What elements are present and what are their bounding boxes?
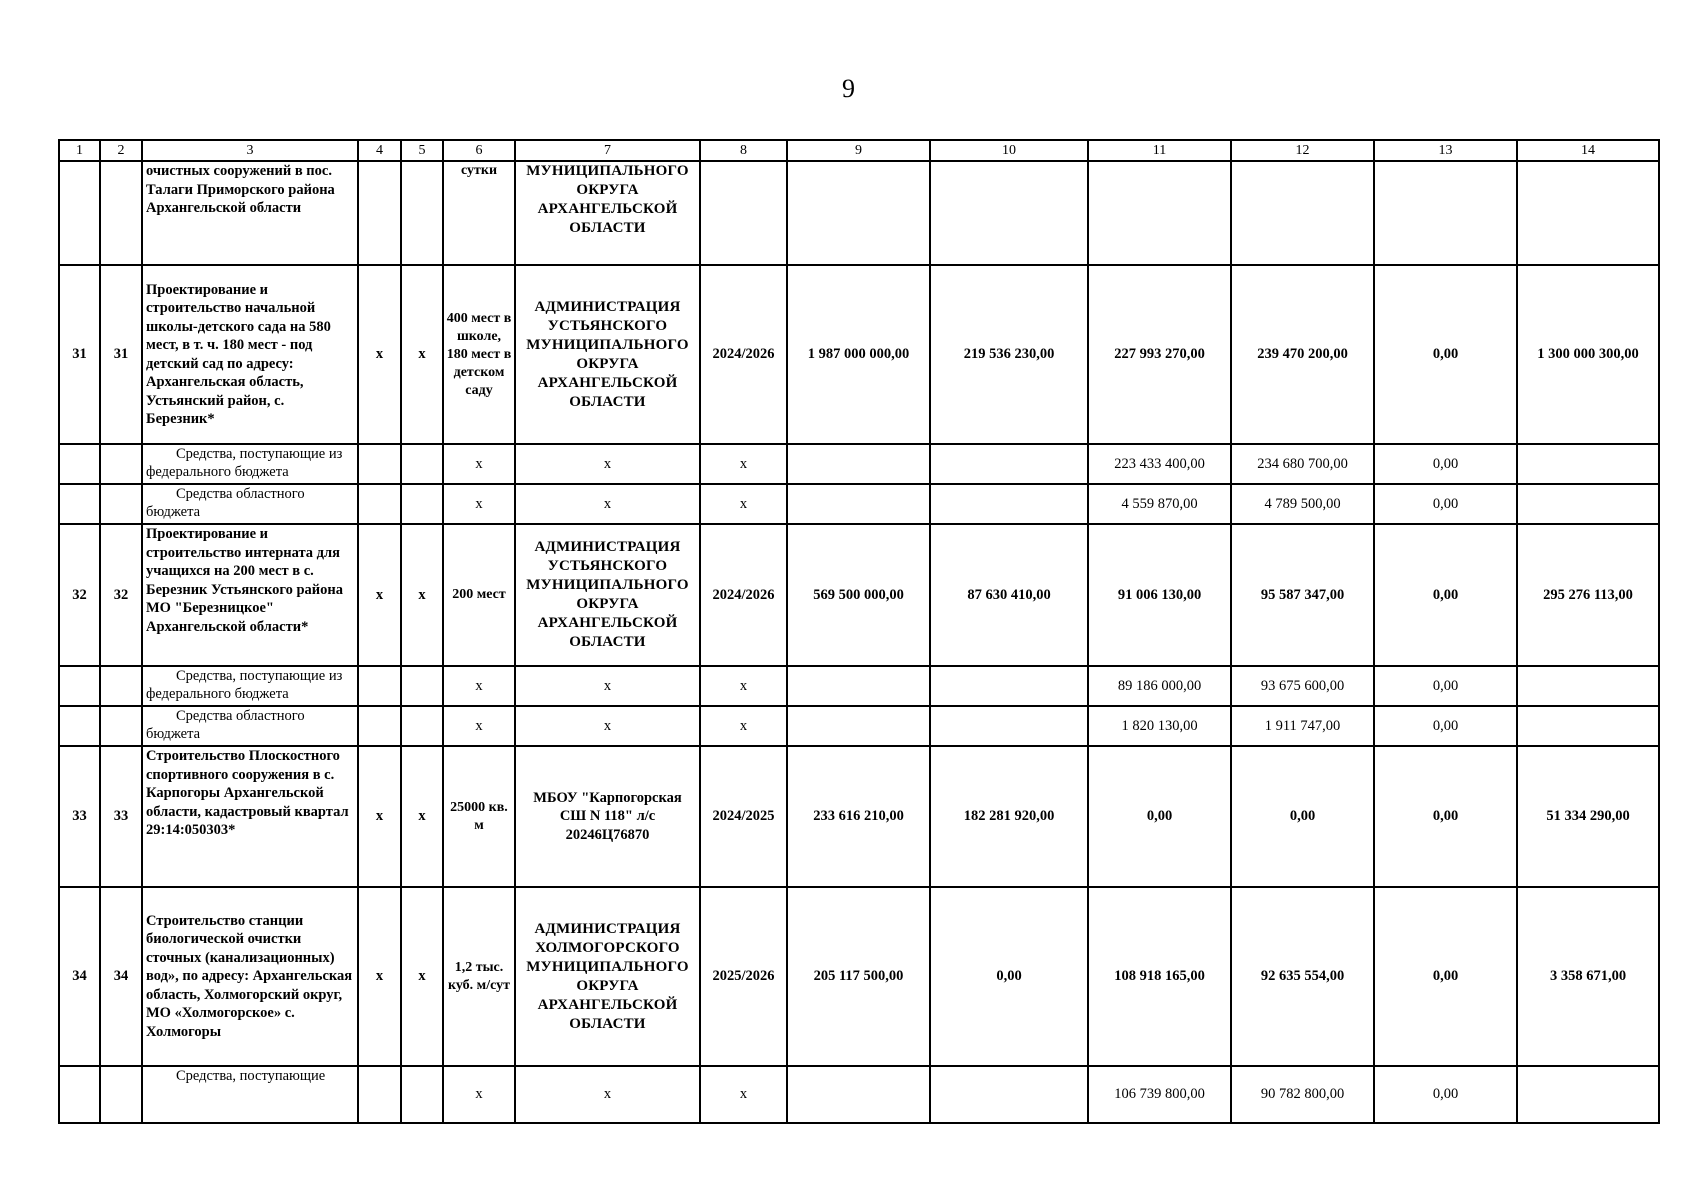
funding-source-label: Средства, поступающие из федерального бюджета (146, 446, 343, 480)
cell-col4: х (358, 524, 401, 666)
column-header: 13 (1374, 140, 1517, 161)
table-row (59, 524, 1659, 666)
cell-col14 (1517, 444, 1659, 484)
cell-code (100, 444, 142, 484)
column-header: 1 (59, 140, 100, 161)
funding-source-label: Средства областного бюджета (146, 486, 305, 520)
cell-period: х (700, 666, 787, 706)
cell-col11: 0,00 (1088, 746, 1231, 887)
cell-customer: х (515, 1066, 700, 1123)
cell-col11: 227 993 270,00 (1088, 265, 1231, 444)
cell-code: 31 (100, 265, 142, 444)
cell-col12: 4 789 500,00 (1231, 484, 1374, 524)
funding-source-label: Средства областного бюджета (146, 708, 305, 742)
cell-col10 (930, 444, 1088, 484)
cell-customer: АДМИНИСТРАЦИЯ ХОЛМОГОРСКОГО МУНИЦИПАЛЬНОГО ОКРУГА АРХАНГЕЛЬСКОЙ ОБЛАСТИ (515, 887, 700, 1066)
cell-capacity: х (443, 484, 515, 524)
funding-source-label: Средства, поступающие (176, 1068, 326, 1084)
cell-col10 (930, 161, 1088, 265)
cell-col5: х (401, 887, 443, 1066)
cell-col5 (401, 484, 443, 524)
cell-col10: 219 536 230,00 (930, 265, 1088, 444)
cell-row-number: 31 (59, 265, 100, 444)
cell-row-number (59, 484, 100, 524)
cell-col14 (1517, 666, 1659, 706)
cell-col5: х (401, 746, 443, 887)
cell-capacity: х (443, 444, 515, 484)
cell-code (100, 1066, 142, 1123)
cell-col12: 92 635 554,00 (1231, 887, 1374, 1066)
cell-funding-source (142, 706, 358, 746)
cell-col12: 93 675 600,00 (1231, 666, 1374, 706)
cell-col14: 3 358 671,00 (1517, 887, 1659, 1066)
cell-period: 2024/2025 (700, 746, 787, 887)
cell-col11: 223 433 400,00 (1088, 444, 1231, 484)
cell-col4: х (358, 887, 401, 1066)
column-header: 14 (1517, 140, 1659, 161)
table-row (59, 1066, 1659, 1123)
cell-col13 (1374, 161, 1517, 265)
cell-total-cost (787, 1066, 930, 1123)
cell-period: х (700, 444, 787, 484)
cell-code: 34 (100, 887, 142, 1066)
cell-total-cost (787, 444, 930, 484)
table-row (59, 746, 1659, 887)
column-header: 6 (443, 140, 515, 161)
cell-total-cost (787, 706, 930, 746)
cell-customer: х (515, 484, 700, 524)
cell-funding-source (142, 666, 358, 706)
cell-col5: х (401, 524, 443, 666)
cell-col11 (1088, 161, 1231, 265)
column-header: 8 (700, 140, 787, 161)
column-header: 2 (100, 140, 142, 161)
cell-col14: 51 334 290,00 (1517, 746, 1659, 887)
table-row (59, 161, 1659, 265)
cell-col14: 295 276 113,00 (1517, 524, 1659, 666)
cell-col11: 108 918 165,00 (1088, 887, 1231, 1066)
cell-col10 (930, 1066, 1088, 1123)
cell-row-number (59, 161, 100, 265)
cell-row-number (59, 706, 100, 746)
cell-col13: 0,00 (1374, 484, 1517, 524)
cell-col10 (930, 666, 1088, 706)
column-header: 5 (401, 140, 443, 161)
cell-row-number (59, 444, 100, 484)
cell-col4 (358, 444, 401, 484)
cell-col13: 0,00 (1374, 265, 1517, 444)
cell-col11: 4 559 870,00 (1088, 484, 1231, 524)
cell-col14 (1517, 1066, 1659, 1123)
cell-col5 (401, 161, 443, 265)
cell-code: 33 (100, 746, 142, 887)
cell-total-cost (787, 666, 930, 706)
investment-table (58, 139, 1660, 1124)
cell-customer: МБОУ "Карпогорская СШ N 118" л/с 20246Ц76870 (515, 746, 700, 887)
cell-code (100, 484, 142, 524)
cell-capacity: 200 мест (443, 524, 515, 666)
cell-col12: 90 782 800,00 (1231, 1066, 1374, 1123)
cell-col11: 1 820 130,00 (1088, 706, 1231, 746)
cell-customer: МУНИЦИПАЛЬНОГО ОКРУГА АРХАНГЕЛЬСКОЙ ОБЛАСТИ (515, 161, 700, 265)
cell-col4: х (358, 746, 401, 887)
cell-row-number: 32 (59, 524, 100, 666)
cell-code (100, 706, 142, 746)
cell-col10: 0,00 (930, 887, 1088, 1066)
cell-col4 (358, 666, 401, 706)
page-number: 9 (842, 74, 855, 103)
column-header: 9 (787, 140, 930, 161)
cell-col14: 1 300 000 300,00 (1517, 265, 1659, 444)
cell-customer: АДМИНИСТРАЦИЯ УСТЬЯНСКОГО МУНИЦИПАЛЬНОГО ОКРУГА АРХАНГЕЛЬСКОЙ ОБЛАСТИ (515, 524, 700, 666)
cell-capacity: х (443, 666, 515, 706)
cell-col5 (401, 1066, 443, 1123)
cell-total-cost: 233 616 210,00 (787, 746, 930, 887)
column-header: 10 (930, 140, 1088, 161)
column-header: 12 (1231, 140, 1374, 161)
cell-col12: 95 587 347,00 (1231, 524, 1374, 666)
cell-col11: 106 739 800,00 (1088, 1066, 1231, 1123)
cell-row-number: 33 (59, 746, 100, 887)
cell-code (100, 161, 142, 265)
cell-col13: 0,00 (1374, 1066, 1517, 1123)
cell-col4 (358, 706, 401, 746)
cell-col14 (1517, 484, 1659, 524)
cell-col13: 0,00 (1374, 444, 1517, 484)
cell-col12 (1231, 161, 1374, 265)
cell-col4 (358, 1066, 401, 1123)
cell-customer: х (515, 666, 700, 706)
table-row (59, 706, 1659, 746)
cell-total-cost: 1 987 000 000,00 (787, 265, 930, 444)
cell-col14 (1517, 706, 1659, 746)
cell-col5 (401, 666, 443, 706)
cell-object-name: очистных сооружений в пос. Талаги Приморского района Архангельской области (142, 161, 358, 265)
cell-col13: 0,00 (1374, 666, 1517, 706)
table-row (59, 887, 1659, 1066)
cell-customer: АДМИНИСТРАЦИЯ УСТЬЯНСКОГО МУНИЦИПАЛЬНОГО ОКРУГА АРХАНГЕЛЬСКОЙ ОБЛАСТИ (515, 265, 700, 444)
cell-capacity: 25000 кв. м (443, 746, 515, 887)
cell-col12: 1 911 747,00 (1231, 706, 1374, 746)
cell-total-cost (787, 161, 930, 265)
column-header: 7 (515, 140, 700, 161)
cell-col10 (930, 484, 1088, 524)
cell-period (700, 161, 787, 265)
cell-total-cost (787, 484, 930, 524)
cell-total-cost: 205 117 500,00 (787, 887, 930, 1066)
cell-col5 (401, 444, 443, 484)
cell-funding-source (142, 484, 358, 524)
cell-col4 (358, 161, 401, 265)
cell-col12: 239 470 200,00 (1231, 265, 1374, 444)
cell-col5 (401, 706, 443, 746)
cell-total-cost: 569 500 000,00 (787, 524, 930, 666)
cell-row-number: 34 (59, 887, 100, 1066)
cell-period: 2024/2026 (700, 524, 787, 666)
cell-period: 2025/2026 (700, 887, 787, 1066)
table-row (59, 444, 1659, 484)
cell-capacity: 400 мест в школе, 180 мест в детском саду (443, 265, 515, 444)
table-row (59, 484, 1659, 524)
cell-row-number (59, 666, 100, 706)
column-header: 4 (358, 140, 401, 161)
cell-col4: х (358, 265, 401, 444)
cell-col13: 0,00 (1374, 524, 1517, 666)
cell-capacity: х (443, 1066, 515, 1123)
cell-period: х (700, 706, 787, 746)
cell-customer: х (515, 444, 700, 484)
cell-col13: 0,00 (1374, 887, 1517, 1066)
cell-object-name: Строительство станции биологической очистки сточных (канализационных) вод», по адресу: Архангельская область, Холмогорский округ, МО «Холмогорское» с. Холмогоры (142, 887, 358, 1066)
cell-col12: 0,00 (1231, 746, 1374, 887)
cell-col10: 182 281 920,00 (930, 746, 1088, 887)
cell-capacity: сутки (443, 161, 515, 265)
cell-col14 (1517, 161, 1659, 265)
column-header-row (59, 140, 1659, 161)
cell-customer: х (515, 706, 700, 746)
cell-col12: 234 680 700,00 (1231, 444, 1374, 484)
cell-row-number (59, 1066, 100, 1123)
column-header: 3 (142, 140, 358, 161)
funding-source-label: Средства, поступающие из федерального бюджета (146, 668, 343, 702)
cell-col13: 0,00 (1374, 746, 1517, 887)
cell-capacity: 1,2 тыс. куб. м/сут (443, 887, 515, 1066)
cell-object-name: Проектирование и строительство начальной школы-детского сада на 580 мест, в т. ч. 180 мест - под детский сад по адресу: Архангельская область, Устьянский район, с. Березник* (142, 265, 358, 444)
cell-col4 (358, 484, 401, 524)
cell-period: х (700, 1066, 787, 1123)
cell-col10: 87 630 410,00 (930, 524, 1088, 666)
cell-col10 (930, 706, 1088, 746)
column-header: 11 (1088, 140, 1231, 161)
cell-period: 2024/2026 (700, 265, 787, 444)
cell-code: 32 (100, 524, 142, 666)
cell-col11: 89 186 000,00 (1088, 666, 1231, 706)
table-row (59, 666, 1659, 706)
table-row (59, 265, 1659, 444)
cell-col5: х (401, 265, 443, 444)
cell-code (100, 666, 142, 706)
cell-period: х (700, 484, 787, 524)
cell-col13: 0,00 (1374, 706, 1517, 746)
cell-object-name: Строительство Плоскостного спортивного сооружения в с. Карпогоры Архангельской области, кадастровый квартал 29:14:050303* (142, 746, 358, 887)
cell-object-name: Проектирование и строительство интерната для учащихся на 200 мест в с. Березник Устьянского района МО "Березницкое" Архангельской области* (142, 524, 358, 666)
cell-col11: 91 006 130,00 (1088, 524, 1231, 666)
cell-capacity: х (443, 706, 515, 746)
cell-funding-source (142, 444, 358, 484)
cell-funding-source (142, 1066, 358, 1123)
